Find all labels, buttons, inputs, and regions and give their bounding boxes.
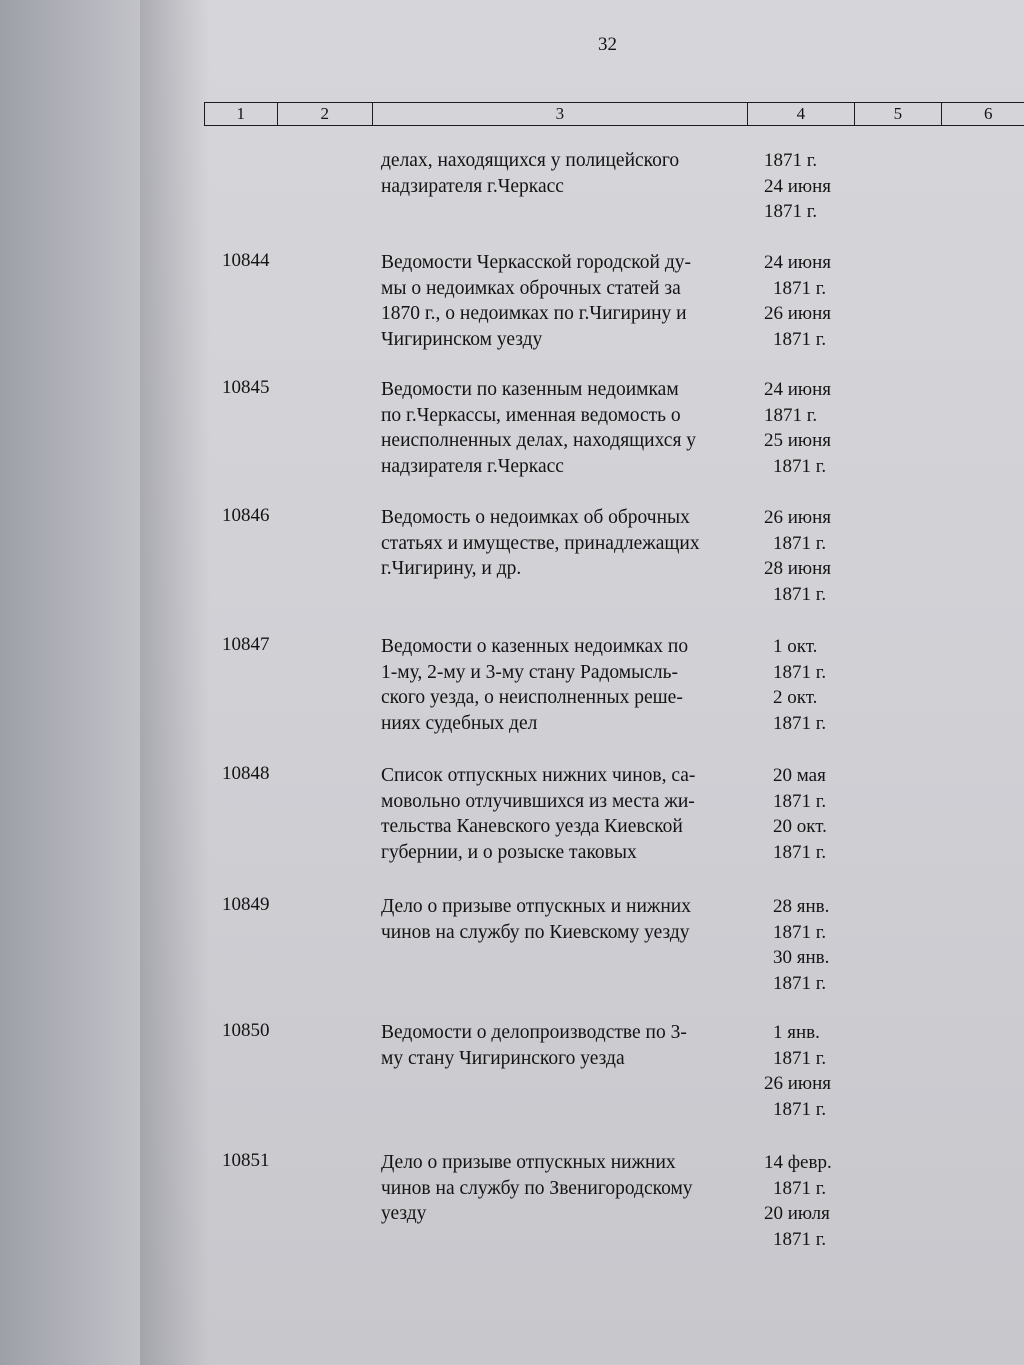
record-description — [381, 763, 751, 865]
date-line: 1871 г. — [773, 661, 827, 683]
date-line: 1871 г. — [773, 1098, 827, 1120]
date-line: 1871 г. — [773, 583, 827, 605]
date-line: 20 июля — [764, 1203, 830, 1224]
description-line: надзирателя г.Черкасс — [381, 175, 564, 197]
record-description — [381, 377, 751, 479]
record-description — [381, 505, 751, 582]
description-line: Дело о призыве отпускных и нижних — [381, 896, 691, 917]
date-line: 1871 г. — [773, 1177, 827, 1199]
date-line: 25 июня — [764, 430, 832, 451]
description-line: Ведомости о делопроизводстве по 3- — [381, 1022, 687, 1043]
record-dates — [764, 634, 874, 736]
date-line: 24 июня — [764, 379, 832, 400]
record-description — [381, 148, 751, 199]
description-line: г.Чигирину, и др. — [381, 558, 522, 579]
record-description — [381, 894, 751, 945]
record-description — [381, 250, 751, 352]
date-line: 1871 г. — [773, 712, 827, 734]
date-line: 28 янв. — [773, 896, 830, 917]
date-line: 1871 г. — [773, 972, 827, 994]
date-line: 14 февр. — [764, 1152, 832, 1173]
record-dates — [764, 250, 874, 352]
description-line: Список отпускных нижних чинов, са- — [381, 765, 696, 786]
record-number: 10845 — [222, 377, 270, 398]
description-line: Ведомости по казенным недоимкам — [381, 379, 679, 400]
description-line: губернии, и о розыске таковых — [381, 841, 637, 863]
date-line: 30 янв. — [773, 947, 830, 968]
description-line: Чигиринском уезду — [381, 328, 543, 350]
record-number: 10844 — [222, 250, 270, 271]
record-dates — [764, 1020, 874, 1122]
column-header-row — [204, 102, 1024, 126]
description-line: статьях и имуществе, принадлежащих — [381, 532, 700, 554]
date-line: 1871 г. — [764, 404, 818, 426]
description-line: Дело о призыве отпускных нижних — [381, 1152, 676, 1173]
date-line: 1871 г. — [764, 150, 818, 171]
description-line: Ведомости Черкасской городской ду- — [381, 252, 692, 273]
record-number: 10848 — [222, 763, 270, 784]
description-line: ниях судебных дел — [381, 712, 538, 734]
record-dates — [764, 148, 874, 225]
date-line: 20 окт. — [773, 816, 827, 837]
column-header-5: 5 — [855, 103, 941, 125]
record-dates — [764, 505, 874, 607]
description-line: неисполненных делах, находящихся у — [381, 430, 697, 451]
date-line: 26 июня — [764, 303, 832, 324]
description-line: ского уезда, о неисполненных реше- — [381, 687, 683, 708]
description-line: му стану Чигиринского уезда — [381, 1047, 625, 1069]
date-line: 24 июня — [764, 252, 832, 273]
record-number: 10846 — [222, 505, 270, 526]
record-dates — [764, 763, 874, 865]
description-line: надзирателя г.Черкасс — [381, 455, 564, 477]
column-header-4: 4 — [748, 103, 855, 125]
date-line: 1871 г. — [773, 1047, 827, 1069]
page-fold-shadow — [140, 0, 210, 1365]
date-line: 1871 г. — [773, 921, 827, 943]
date-line: 1871 г. — [773, 790, 827, 812]
date-line: 1871 г. — [764, 201, 818, 222]
description-line: мы о недоимках оброчных статей за — [381, 277, 681, 299]
date-line: 1871 г. — [773, 532, 827, 554]
column-header-1: 1 — [205, 103, 278, 125]
record-number: 10849 — [222, 894, 270, 915]
record-number: 10850 — [222, 1020, 270, 1041]
date-line: 1871 г. — [773, 328, 827, 350]
record-dates — [764, 894, 874, 996]
description-line: мовольно отлучившихся из места жи- — [381, 790, 695, 812]
description-line: тельства Каневского уезда Киевской — [381, 816, 683, 837]
date-line: 1 окт. — [773, 636, 818, 657]
date-line: 28 июня — [764, 558, 832, 579]
date-line: 26 июня — [764, 507, 832, 528]
column-header-2: 2 — [278, 103, 373, 125]
record-number: 10851 — [222, 1150, 270, 1171]
date-line: 2 окт. — [773, 687, 818, 708]
record-number: 10847 — [222, 634, 270, 655]
description-line: чинов на службу по Киевскому уезду — [381, 921, 690, 943]
record-dates — [764, 1150, 874, 1252]
description-line: Ведомость о недоимках об оброчных — [381, 507, 690, 528]
date-line: 20 мая — [773, 765, 826, 786]
description-line: делах, находящихся у полицейского — [381, 150, 680, 171]
date-line: 1871 г. — [773, 841, 827, 863]
description-line: по г.Черкассы, именная ведомость о — [381, 404, 681, 426]
description-line: 1870 г., о недоимках по г.Чигирину и — [381, 303, 687, 324]
record-description — [381, 634, 751, 736]
date-line: 1871 г. — [773, 277, 827, 299]
description-line: уезду — [381, 1203, 427, 1224]
column-header-3: 3 — [373, 103, 748, 125]
date-line: 1871 г. — [773, 1228, 827, 1250]
description-line: чинов на службу по Звенигородскому — [381, 1177, 693, 1199]
description-line: 1-му, 2-му и 3-му стану Радомысль- — [381, 661, 679, 683]
description-line: Ведомости о казенных недоимках по — [381, 636, 689, 657]
date-line: 24 июня — [764, 175, 832, 197]
record-dates — [764, 377, 874, 479]
column-header-6: 6 — [984, 104, 993, 123]
page-number: 32 — [598, 34, 617, 55]
record-description — [381, 1150, 751, 1227]
record-description — [381, 1020, 751, 1071]
date-line: 1 янв. — [773, 1022, 820, 1043]
date-line: 1871 г. — [773, 455, 827, 477]
date-line: 26 июня — [764, 1073, 832, 1094]
